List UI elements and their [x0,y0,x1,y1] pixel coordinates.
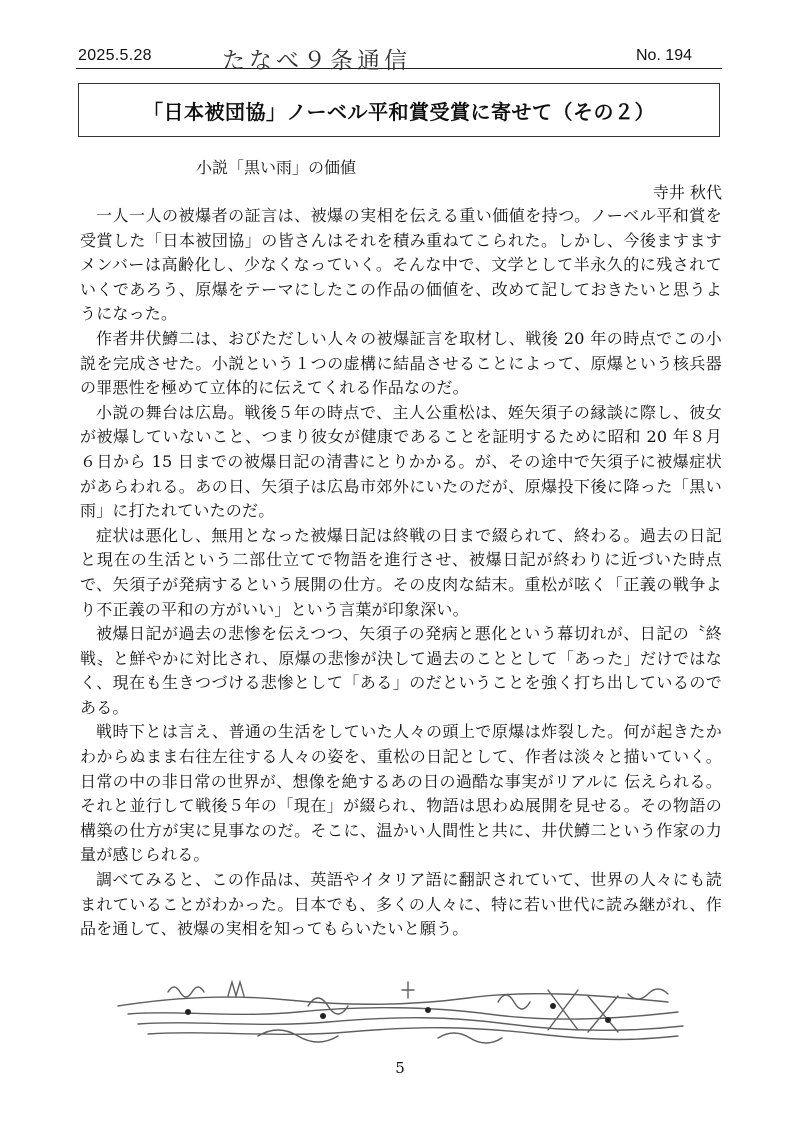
article-author: 寺井 秋代 [652,183,722,202]
paragraph: 被爆日記が過去の悲惨を伝えつつ、矢須子の発病と悪化という幕切れが、日記の〝終戦〟と鮮やかに対比され、原爆の悲惨が決して過去のこととして「あった」だけではなく、現在も生きつづける悲惨として「ある」のだということを強く打ち出しているのである。 [80,624,722,717]
article-subtitle: 小説「黒い雨」の価値 [196,158,357,177]
paragraph: 症状は悪化し、無用となった被爆日記は終戦の日まで綴られて、終わる。過去の日記と現在の生活という二部仕立てで物語を進行させ、被爆日記が終わりに近づいた時点で、矢須子が発病するという展開の仕方。その皮肉な結末。重松が呟く「正義の戦争より不正義の平和の方がいい」という言葉が印象深い。 [80,525,722,619]
article-body [80,204,722,942]
page-number: 5 [395,1059,405,1077]
paragraph: 作者井伏鱒二は、おびただしい人々の被爆証言を取材し、戦後 20 年の時点でこの小説を完成させた。小説という１つの虚構に結晶させることによって、原爆という核兵器の罪悪性を極めて立体的に伝えてくれる作品なのだ。 [80,328,722,398]
issue-number: No. 194 [635,47,692,64]
article-title: 「日本被団協」ノーベル平和賞受賞に寄せて（その２） [143,99,655,124]
decorative-scribble-drawing [108,976,690,1046]
paragraph: 一人一人の被爆者の証言は、被爆の実相を伝える重い価値を持つ。ノーベル平和賞を受賞した「日本被団協」の皆さんはそれを積み重ねてこられた。しかし、今後ますますメンバーは高齢化し、少なくなっていく。そんな中で、文学として半永久的に残されていくであろう、原爆をテーマにしたこの作品の価値を、改めて記しておきたいと思うようになった。 [80,206,722,324]
paragraph: 小説の舞台は広島。戦後５年の時点で、主人公重松は、姪矢須子の縁談に際し、彼女が被爆していないこと、つまり彼女が健康であることを証明するために昭和 20 年８月６日から 15 日までの被爆日記の清書にとりかかる。が、その途中で矢須子に被爆症状があらわれる。あの日、矢須子は広島市郊外にいたのだが、原爆投下後に降った「黒い雨」に打たれていたのだ。 [80,402,722,521]
issue-date: 2025.5.28 [78,47,152,64]
newsletter-name: たなべ９条通信 [222,48,411,74]
page-header [76,44,722,74]
paragraph: 調べてみると、この作品は、英語やイタリア語に翻訳されていて、世界の人々にも読まれていることがわかった。日本でも、多くの人々に、特に若い世代に読み継がれ、作品を通して、被爆の実相を知ってもらいたいと願う。 [80,870,722,939]
article-title-box [78,83,720,137]
paragraph: 戦時下とは言え、普通の生活をしていた人々の頭上で原爆は炸裂した。何が起きたかわからぬまま右往左往する人々の姿を、重松の日記として、作者は淡々と描いていく。日常の中の非日常の世界が、想像を絶するあの日の過酷な事実がリアルに 伝えられる。それと並行して戦後５年の「現在」が綴られ、物語は思わぬ展開を見せる。その物語の構築の仕方が実に見事なのだ。そこに、温かい人間性と共に、井伏鱒二という作家の力量が感じられる。 [80,722,722,865]
